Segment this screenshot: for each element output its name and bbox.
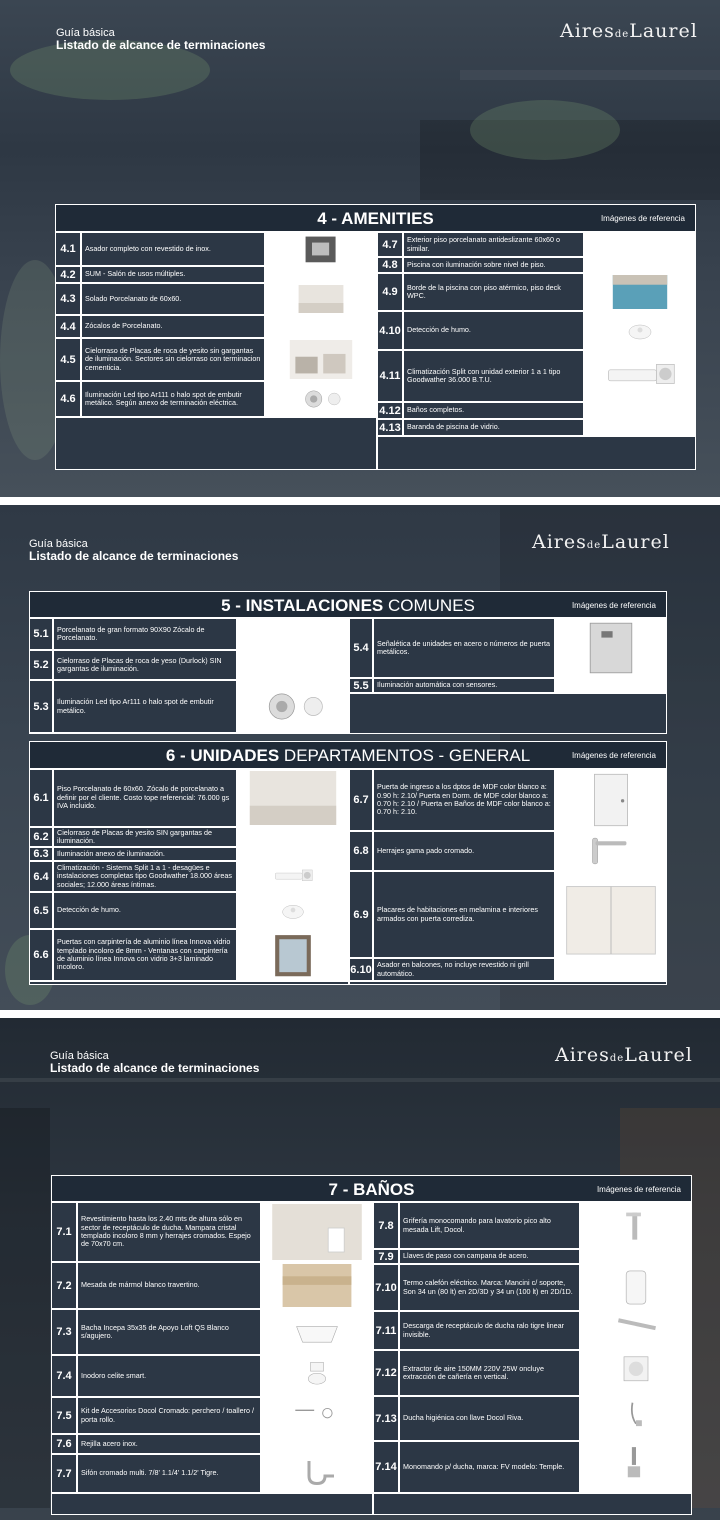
reference-images-label: Imágenes de referencia [596,1185,681,1194]
item-number: 4.5 [56,339,82,380]
table-row [56,339,376,382]
logo-word-b: Laurel [629,20,698,42]
table-row [350,619,666,679]
empty-reference-cell [264,316,376,337]
item-description: Detección de humo. [407,325,471,335]
item-number: 5.2 [30,651,54,679]
linear-drain-icon [579,1312,691,1349]
table-row [378,420,695,437]
table-row [378,312,695,351]
table-row [52,1356,372,1398]
item-number: 7.5 [52,1398,78,1433]
extractor-fan-icon [579,1351,691,1395]
item-description: Baranda de piscina de vidrio. [407,422,500,432]
table-row [374,1351,691,1397]
empty-reference-cell [260,1435,372,1453]
item-description: Bacha Incepa 35x35 de Apoyo Loft QS Blanco s/agujero. [81,1322,229,1340]
item-number: 7.2 [52,1263,78,1308]
item-number: 4.10 [378,312,404,349]
table-row [30,651,348,681]
logo-word-b: Laurel [624,1044,693,1066]
glass-wall [0,1108,50,1508]
led-spot-icon [264,382,376,416]
header-subtitle: Guía básica [29,538,88,550]
item-description: Climatización Split con unidad exterior 1 a 1 tipo Goodwather 36.000 B.T.U. [407,366,561,384]
header-subtitle: Guía básica [56,27,115,39]
item-number: 4.12 [378,403,404,418]
item-description: Placares de habitaciones en melamina e interiores armados con puerta corrediza. [377,905,539,923]
table-row [350,679,666,694]
logo-connector: de [586,540,602,551]
item-description: Kit de Accesorios Docol Cromado: perchero / toallero / porta rollo. [81,1406,254,1424]
item-number: 6.3 [30,848,54,860]
table-row [374,1442,691,1494]
item-number: 7.12 [374,1351,400,1395]
page-header [50,1050,259,1074]
amenities-table [55,204,696,470]
item-description: Borde de la piscina con piso atérmico, piso deck WPC. [407,282,561,300]
table-row [30,848,348,862]
architecture-beam [460,70,720,80]
table-row [374,1312,691,1351]
item-description: Porcelanato de gran formato 90X90 Zócalo de Porcelanato. [57,624,205,642]
item-number: 5.4 [350,619,374,677]
door-icon [554,770,666,830]
section-title-bar [30,592,666,619]
table-row [52,1263,372,1310]
header-title: Listado de alcance de terminaciones [56,38,266,52]
item-description: Señalética de unidades en acero o números de puerta metálicos. [377,638,551,656]
item-description: Baños completos. [407,405,465,415]
reference-images-label: Imágenes de referencia [600,214,685,223]
page-header [29,538,238,562]
accessories-icon [260,1398,372,1433]
table-row [52,1398,372,1435]
logo-word-b: Laurel [601,531,670,553]
split-ac-icon [583,351,695,401]
item-number: 5.1 [30,619,54,649]
empty-reference-cell [579,1250,691,1263]
item-number: 6.9 [350,872,374,957]
section-title-bold: 5 - INSTALACIONES [221,596,384,615]
table-row [56,267,376,284]
door-handle-icon [554,832,666,870]
item-number: 6.2 [30,828,54,846]
item-description: Llaves de paso con campana de acero. [403,1251,529,1261]
empty-reference-cell [236,619,348,649]
item-description: Iluminación automática con sensores. [377,680,498,690]
item-number: 7.9 [374,1250,400,1263]
logo-word-a: Aires [560,20,615,42]
table-row [378,403,695,420]
plants-decoration [470,100,620,160]
item-description: Revestimiento hasta los 2.40 mts de altura sólo en sector de receptáculo de ducha. Mampara cristal templado incoloro 8 mm y herrajes cromados. Espejo de 70x70 cm. [81,1214,251,1249]
common-installations-table [29,591,667,734]
page-header [56,27,265,51]
item-number: 6.8 [350,832,374,870]
empty-reference-cell [583,420,695,435]
faucet-icon [579,1203,691,1248]
item-number: 4.13 [378,420,404,435]
item-number: 4.4 [56,316,82,337]
item-number: 4.8 [378,258,404,272]
table-row [52,1203,372,1263]
item-description: Cielorraso de Placas de yesito SIN gargantas de iluminación. [57,828,213,845]
header-title: Listado de alcance de terminaciones [29,549,239,563]
logo-connector: de [614,29,630,40]
brand-logo [555,1044,693,1066]
table-row [30,681,348,734]
sink-icon [260,1310,372,1354]
item-number: 5.3 [30,681,54,732]
section-title-bold: 6 - UNIDADES [165,746,280,765]
item-description: Puerta de ingreso a los dptos de MDF color blanco a: 0.90 h: 2.10/ Puerta en Dorm. de MDF color blanco a: 0.70 h: 2.10 / Puerta en Baños de MDF color blanco a: 0.70 h: 2.10. [377,782,551,817]
item-description: Piso Porcelanato de 60x60. Zócalo de porcelanato a definir por el cliente. Costo tope referencial: 76.000 gs IVA incluido. [57,784,230,811]
reference-images-label: Imágenes de referencia [571,601,656,610]
table-row [30,619,348,651]
table-row [52,1435,372,1455]
item-number: 6.6 [30,930,54,980]
item-description: Iluminación Led tipo Ar111 o halo spot de embutir metálico. Según anexo de terminación eléctrica. [85,389,242,407]
item-number: 4.1 [56,233,82,265]
wardrobe-icon [554,872,666,957]
item-description: Climatización - Sistema Split 1 a 1 - desagües e instalaciones completas tipo Goodwather 18.000 áreas sociales; 12.000 áreas íntimas. [57,862,233,889]
brand-logo [532,531,670,553]
empty-reference-cell [554,959,666,980]
table-row [30,930,348,982]
item-number: 5.5 [350,679,374,692]
ceiling-line [0,1078,720,1082]
item-number: 7.4 [52,1356,78,1396]
empty-reference-cell [583,258,695,272]
led-spot-icon [236,681,348,732]
table-row [374,1203,691,1250]
table-row [30,893,348,930]
item-description: Piscina con iluminación sobre nivel de piso. [407,259,546,269]
item-description: Grifería monocomando para lavatorio pico alto mesada Lift, Docol. [403,1216,551,1234]
water-heater-icon [579,1265,691,1310]
item-description: Cielorraso de Placas de roca de yesito sin gargantas de iluminación. Sectores sin cielorraso con terminacion cementicia. [85,345,261,372]
table-row [350,872,666,959]
item-number: 4.2 [56,267,82,282]
item-description: Cielorraso de Placas de roca de yeso (Durlock) SIN gargantas de iluminación. [57,655,222,673]
empty-reference-cell [583,403,695,418]
item-description: Inodoro celite smart. [81,1370,147,1380]
table-row [378,233,695,258]
item-description: Zócalos de Porcelanato. [85,321,163,331]
units-general-table [29,741,667,985]
pool-icon [583,274,695,310]
item-description: SUM - Salón de usos múltiples. [85,269,186,279]
table-row [374,1265,691,1312]
item-description: Exterior piso porcelanato antideslizante 60x60 o similar. [407,235,561,253]
floor-icon [264,284,376,314]
item-description: Herrajes gama pado cromado. [377,845,475,855]
item-number: 6.5 [30,893,54,928]
brand-logo [560,20,698,42]
item-number: 7.14 [374,1442,400,1492]
item-description: Iluminación Led tipo Ar111 o halo spot de embutir metálico. [57,697,214,715]
table-row [56,316,376,339]
section-title-bar [56,205,695,233]
table-row [30,828,348,848]
section-title-bar [30,742,666,770]
item-description: Solado Porcelanato de 60x60. [85,293,182,303]
item-description: Detección de humo. [57,905,121,915]
reference-images-label: Imágenes de referencia [571,751,656,760]
section-title: 7 - BAÑOS [328,1180,415,1199]
table-row [374,1397,691,1442]
table-row [350,959,666,982]
empty-reference-cell [236,651,348,679]
table-row [378,258,695,274]
table-row [374,1250,691,1265]
item-description: Sifón cromado multi. 7/8' 1.1/4' 1.1/2' Tigre. [81,1468,219,1478]
item-number: 7.7 [52,1455,78,1492]
table-row [56,284,376,316]
item-description: Ducha higiénica con llave Docol Riva. [403,1413,524,1423]
section-title: 4 - AMENITIES [317,209,434,228]
siphon-icon [260,1455,372,1492]
item-description: Iluminación anexo de iluminación. [57,848,165,858]
section-title-light: COMUNES [383,596,475,615]
table-row [378,351,695,403]
table-row [52,1310,372,1356]
split-ac-icon [236,862,348,891]
item-description: Mesada de mármol blanco travertino. [81,1280,200,1290]
empty-reference-cell [264,267,376,282]
marble-counter-icon [260,1263,372,1308]
item-number: 4.9 [378,274,404,310]
empty-reference-cell [583,233,695,256]
item-number: 6.4 [30,862,54,891]
toilet-icon [260,1356,372,1396]
item-number: 7.6 [52,1435,78,1453]
logo-word-a: Aires [532,531,587,553]
item-number: 4.6 [56,382,82,416]
bathroom-icon [260,1203,372,1261]
item-number: 4.11 [378,351,404,401]
item-description: Extractor de aire 150MM 220V 25W oncluye extracción de cañería en vertical. [403,1363,545,1381]
item-number: 7.11 [374,1312,400,1349]
item-description: Termo calefón eléctrico. Marca: Mancini c/ soporte, Son 34 un (80 lt) en 2D/3D y 34 un (100 lt) en 2D/1D. [403,1278,573,1296]
table-row [30,862,348,893]
grill-icon [264,233,376,265]
item-number: 4.7 [378,233,404,256]
bathrooms-table [51,1175,692,1515]
section-title-bar [52,1176,691,1203]
ceiling-icon [264,339,376,380]
door-sign-icon [554,619,666,677]
page-amenities [0,0,720,497]
item-description: Rejilla acero inox. [81,1438,138,1448]
item-description: Descarga de receptáculo de ducha ralo tigre linear invisible. [403,1321,565,1339]
item-number: 6.10 [350,959,374,980]
item-number: 7.8 [374,1203,400,1248]
table-row [56,382,376,418]
section-title-light: DEPARTAMENTOS - GENERAL [279,746,531,765]
table-row [350,770,666,832]
floor-icon [236,770,348,826]
logo-word-a: Aires [555,1044,610,1066]
window-icon [236,930,348,980]
item-number: 4.3 [56,284,82,314]
table-row [350,832,666,872]
header-subtitle: Guía básica [50,1050,109,1062]
smoke-detector-icon [236,893,348,928]
page-installations [0,505,720,1010]
item-description: Puertas con carpintería de aluminio línea Innova vidrio templado incoloro de 8mm - Ventanas con carpintería de aluminio línea Innova con vidrio 3+3 laminado incoloro. [57,937,231,972]
page-bathrooms [0,1018,720,1520]
shower-mixer-icon [579,1442,691,1492]
empty-reference-cell [554,679,666,692]
item-number: 6.7 [350,770,374,830]
empty-reference-cell [236,828,348,846]
table-row [378,274,695,312]
smoke-detector-icon [583,312,695,349]
logo-connector: de [609,1053,625,1064]
header-title: Listado de alcance de terminaciones [50,1061,260,1075]
table-row [30,770,348,828]
item-number: 7.3 [52,1310,78,1354]
item-description: Asador completo con revestido de inox. [85,243,211,253]
item-number: 7.1 [52,1203,78,1261]
item-number: 7.10 [374,1265,400,1310]
table-row [52,1455,372,1494]
empty-reference-cell [236,848,348,860]
hand-shower-icon [579,1397,691,1440]
item-number: 7.13 [374,1397,400,1440]
item-description: Asador en balcones, no incluye revestido ni grill automático. [377,960,529,978]
item-number: 6.1 [30,770,54,826]
table-row [56,233,376,267]
item-description: Monomando p/ ducha, marca: FV modelo: Temple. [403,1461,565,1471]
